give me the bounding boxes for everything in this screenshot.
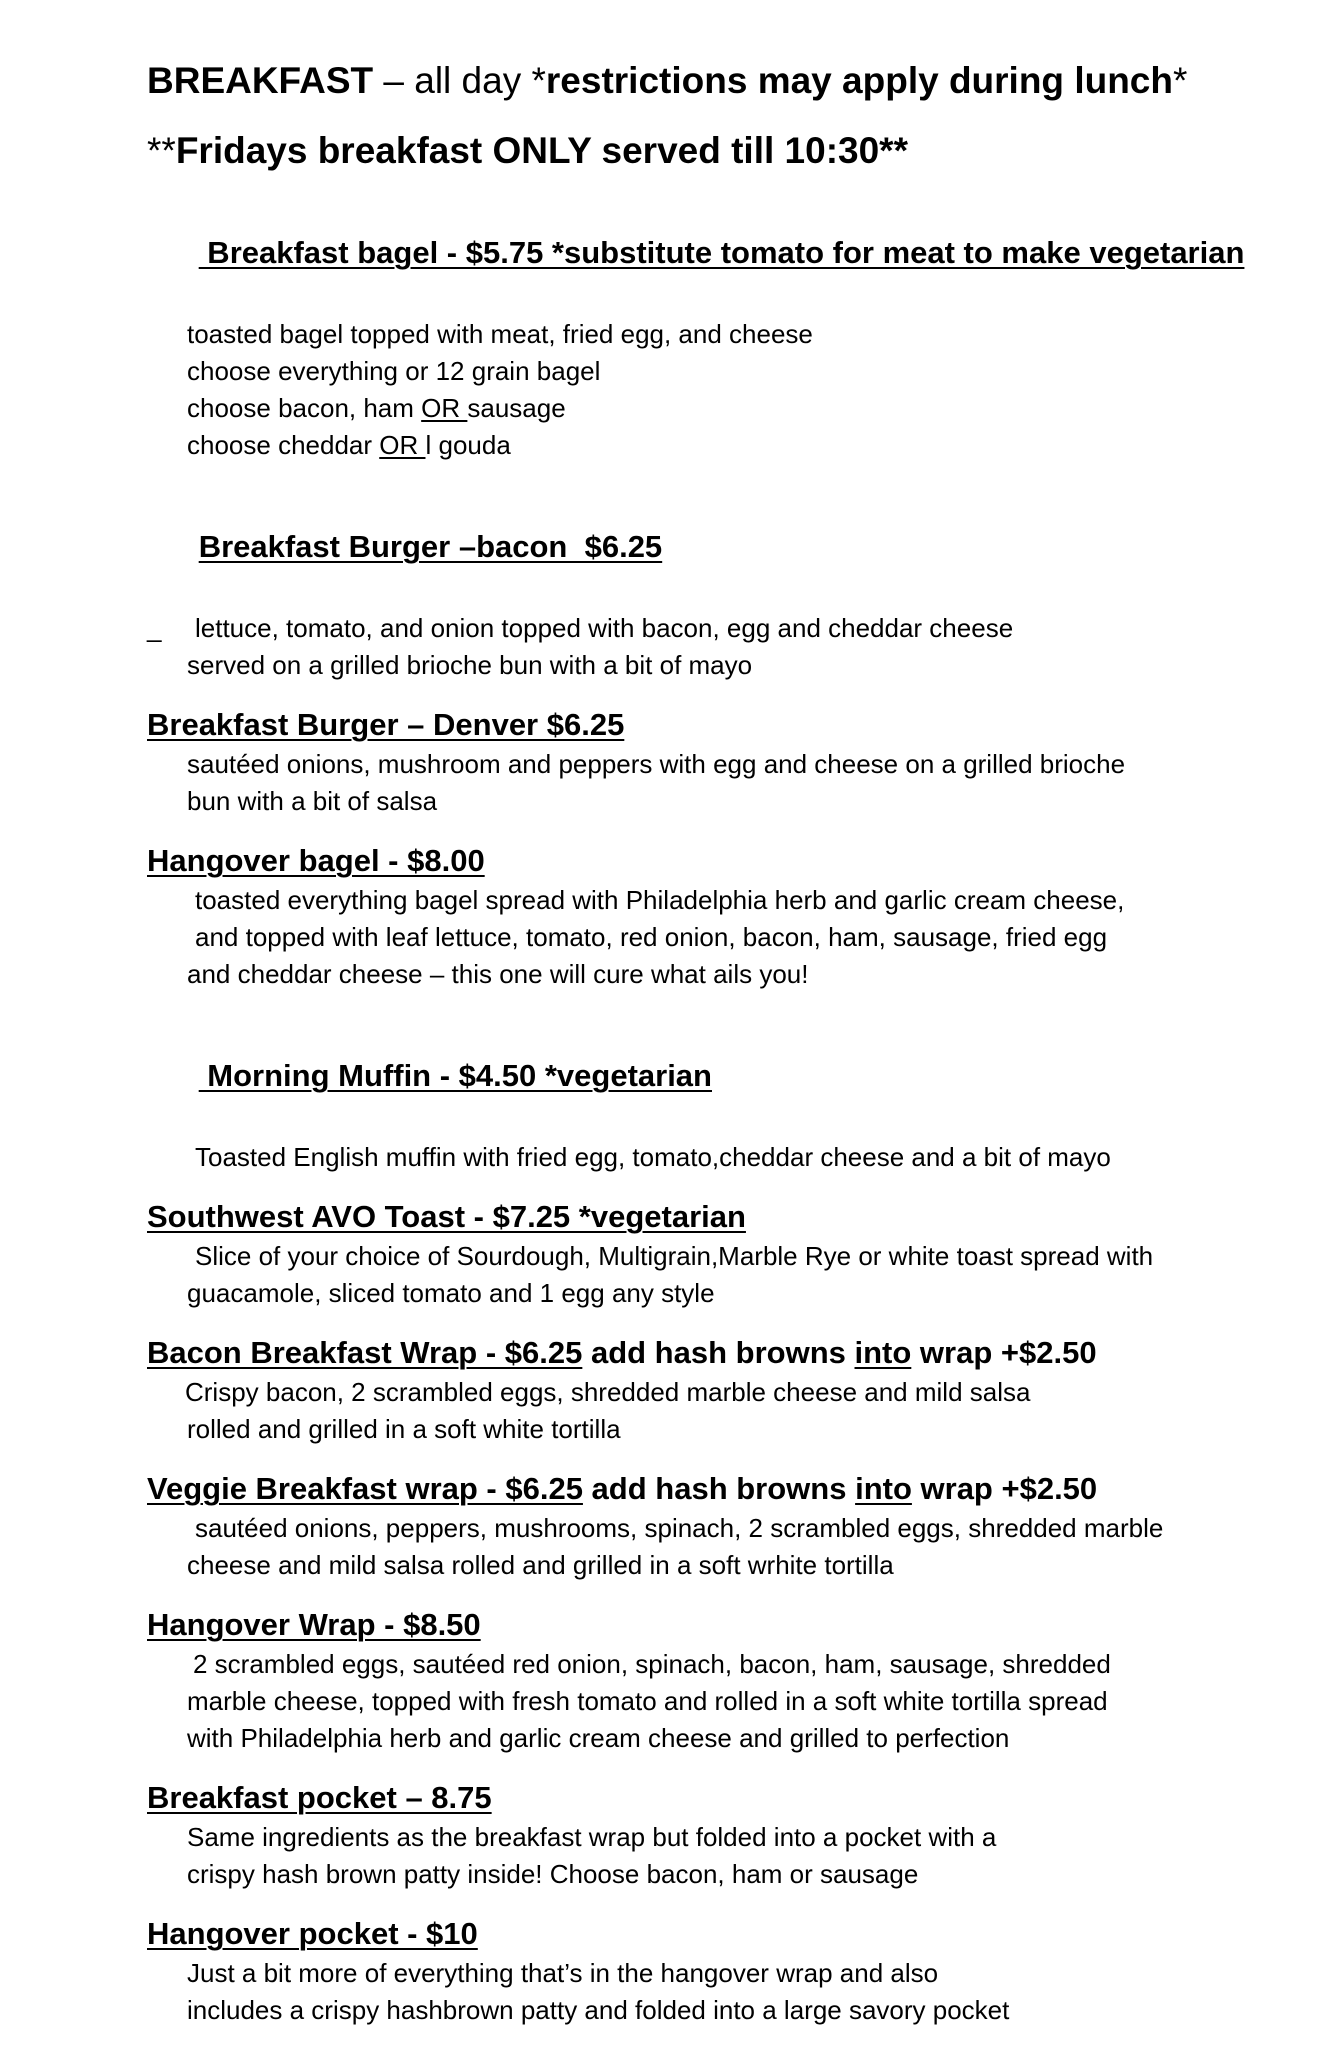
menu-item-description-line: bun with a bit of salsa	[187, 786, 438, 816]
menu-item-text: sausage	[467, 393, 566, 423]
menu-item-title	[147, 840, 1267, 882]
menu-item-southwest-avo-toast	[147, 1196, 1267, 1312]
menu-page	[147, 56, 1267, 2049]
menu-item-description-line	[147, 610, 1267, 647]
menu-item-description-line: Slice of your choice of Sourdough, Multigrain,Marble Rye or white toast spread with	[195, 1241, 1154, 1271]
header-fridays	[147, 126, 1267, 176]
menu-item-description-line: with Philadelphia herb and garlic cream cheese and grilled to perfection	[187, 1723, 1010, 1753]
menu-item-breakfast-burger-bacon	[147, 484, 1267, 684]
menu-item-title-text: Breakfast pocket – 8.75	[147, 1780, 492, 1815]
menu-item-text: choose bacon, ham	[187, 393, 422, 423]
stray-dash-mark: _	[147, 613, 162, 643]
menu-item-addon-text: add hash browns	[582, 1335, 855, 1370]
menu-item-title	[147, 190, 1267, 316]
header-all-day	[147, 56, 1267, 106]
menu-item-description-line: choose everything or 12 grain bagel	[187, 356, 601, 386]
menu-item-title-text: Hangover Wrap - $8.50	[147, 1607, 481, 1642]
header-fridays-text: Fridays breakfast ONLY served till 10:30**	[175, 130, 908, 171]
menu-item-description-line: includes a crispy hashbrown patty and folded into a large savory pocket	[187, 1995, 1010, 2025]
menu-item-breakfast-burger-denver	[147, 704, 1267, 820]
header-restrictions-text: restrictions may apply during lunch	[545, 60, 1173, 101]
menu-item-description-line: Just a bit more of everything that’s in the hangover wrap and also	[187, 1958, 939, 1988]
menu-item-title-text: Southwest AVO Toast - $7.25 *vegetarian	[147, 1199, 746, 1234]
menu-item-title-text: Hangover bagel - $8.00	[147, 843, 485, 878]
menu-item-title	[147, 1196, 1267, 1238]
menu-item-description-line: crispy hash brown patty inside! Choose bacon, ham or sausage	[187, 1859, 919, 1889]
menu-item-title-text: Breakfast Burger – Denver $6.25	[147, 707, 625, 742]
menu-item-text: lettuce, tomato, and onion topped with bacon, egg and cheddar cheese	[195, 613, 1014, 643]
menu-item-veggie-breakfast-wrap	[147, 1468, 1267, 1584]
menu-item-description-line: Same ingredients as the breakfast wrap but folded into a pocket with a	[187, 1822, 997, 1852]
menu-item-morning-muffin	[147, 1013, 1267, 1176]
header-fridays-prefix: **	[147, 130, 176, 171]
menu-item-text: l gouda	[425, 430, 511, 460]
menu-item-description-line: served on a grilled brioche bun with a bit of mayo	[187, 650, 753, 680]
menu-item-description-line: Crispy bacon, 2 scrambled eggs, shredded marble cheese and mild salsa	[185, 1377, 1031, 1407]
menu-item-breakfast-bagel	[147, 190, 1267, 464]
menu-item-title	[147, 1468, 1267, 1510]
menu-item-title	[147, 1013, 1267, 1139]
menu-item-addon-into: into	[854, 1335, 912, 1370]
menu-item-hangover-pocket	[147, 1913, 1267, 2029]
menu-item-description-line: and topped with leaf lettuce, tomato, red onion, bacon, ham, sausage, fried egg	[195, 922, 1108, 952]
menu-item-hangover-wrap	[147, 1604, 1267, 1757]
menu-item-or-text: OR	[421, 393, 468, 423]
menu-item-addon-price: wrap +$2.50	[911, 1335, 1097, 1370]
menu-item-title	[147, 704, 1267, 746]
menu-item-description-line: 2 scrambled eggs, sautéed red onion, spinach, bacon, ham, sausage, shredded	[193, 1649, 1111, 1679]
menu-item-title-text: Breakfast bagel - $5.75 *substitute tomato for meat to make vegetarian	[198, 235, 1245, 270]
menu-item-title	[147, 1777, 1267, 1819]
menu-item-addon-price: wrap +$2.50	[911, 1471, 1098, 1506]
menu-item-or-text: OR	[379, 430, 426, 460]
menu-item-description-line: cheese and mild salsa rolled and grilled in a soft wrhite tortilla	[187, 1550, 894, 1580]
menu-item-description-line: sautéed onions, mushroom and peppers with egg and cheese on a grilled brioche	[187, 749, 1126, 779]
menu-item-title	[147, 1604, 1267, 1646]
menu-item-hangover-bagel	[147, 840, 1267, 993]
menu-item-title-text: Hangover pocket - $10	[147, 1916, 478, 1951]
menu-item-description-line: toasted bagel topped with meat, fried egg, and cheese	[187, 319, 813, 349]
menu-item-addon-text: add hash browns	[582, 1471, 856, 1506]
menu-item-description-line: rolled and grilled in a soft white tortilla	[187, 1414, 621, 1444]
menu-item-title-text: Veggie Breakfast wrap - $6.25	[147, 1471, 583, 1506]
menu-item-title-text: Morning Muffin - $4.50 *vegetarian	[198, 1058, 712, 1093]
header-asterisk: *	[1172, 60, 1188, 101]
header-breakfast-label: BREAKFAST	[147, 60, 374, 101]
menu-item-description-line: toasted everything bagel spread with Philadelphia herb and garlic cream cheese,	[195, 885, 1125, 915]
menu-item-description-line: guacamole, sliced tomato and 1 egg any style	[187, 1278, 715, 1308]
menu-item-description-line: and cheddar cheese – this one will cure what ails you!	[187, 959, 809, 989]
menu-item-description-line: marble cheese, topped with fresh tomato and rolled in a soft white tortilla spread	[187, 1686, 1108, 1716]
menu-item-title	[147, 484, 1267, 610]
menu-item-addon-into: into	[855, 1471, 912, 1506]
menu-item-title-text: Bacon Breakfast Wrap - $6.25	[147, 1335, 583, 1370]
header-all-day-text: – all day *	[373, 60, 546, 101]
menu-item-text: choose cheddar	[187, 430, 380, 460]
menu-item-title-text: Breakfast Burger –bacon $6.25	[198, 529, 663, 564]
menu-item-title	[147, 1913, 1267, 1955]
menu-item-title	[147, 1332, 1267, 1374]
menu-item-description-line: sautéed onions, peppers, mushrooms, spinach, 2 scrambled eggs, shredded marble	[195, 1513, 1164, 1543]
menu-item-bacon-breakfast-wrap	[147, 1332, 1267, 1448]
menu-item-description-line	[147, 427, 1267, 464]
menu-item-description-line	[147, 390, 1267, 427]
menu-item-description-line: Toasted English muffin with fried egg, tomato,cheddar cheese and a bit of mayo	[195, 1142, 1111, 1172]
